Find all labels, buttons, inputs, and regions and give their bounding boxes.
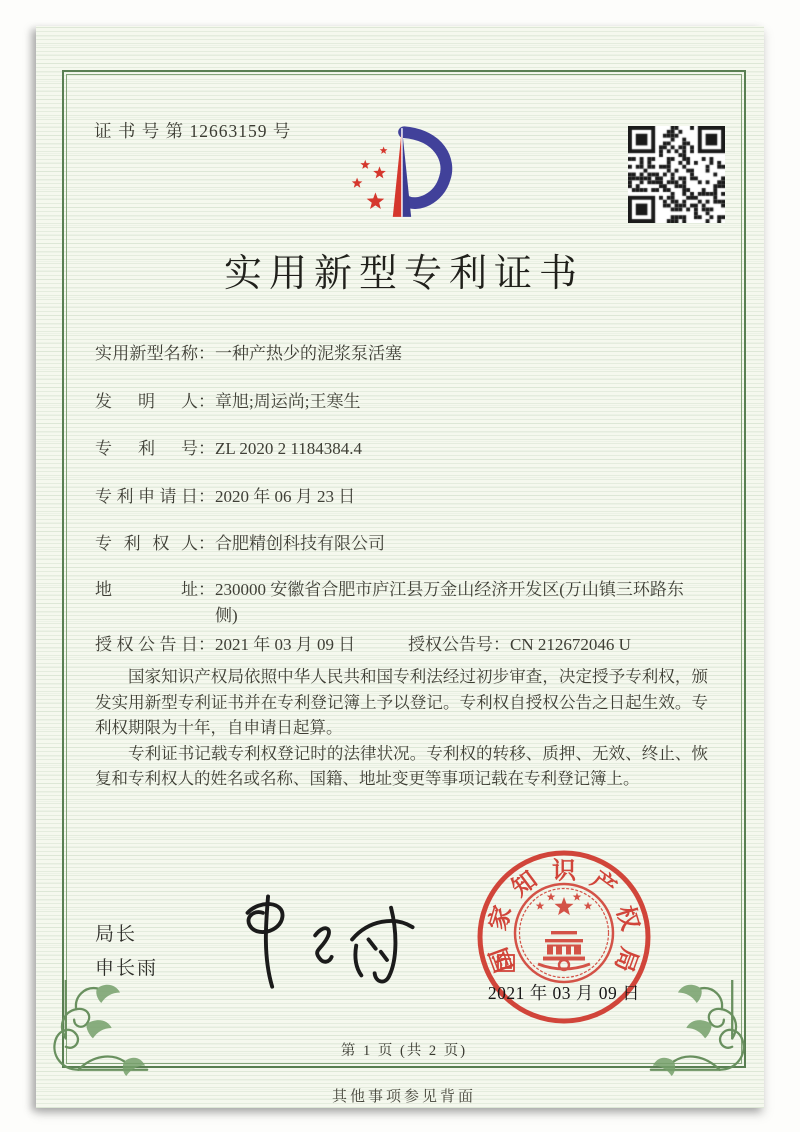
legal-paragraph: 专利证书记载专利权登记时的法律状况。专利权的转移、质押、无效、终止、恢复和专利权人的姓名或名称、国籍、地址变更等事项记载在专利登记簿上。 [95,743,708,788]
field-value: 一种产热少的泥浆泵活塞 [215,344,402,363]
field-value: 章旭;周运尚;王寒生 [215,392,361,411]
svg-text:识: 识 [552,857,576,885]
svg-text:家: 家 [484,902,518,934]
page-number: 第 1 页 (共 2 页) [340,1043,468,1059]
qr-code-icon [628,126,725,223]
svg-text:产: 产 [585,866,622,903]
field-row-patent-number: 专利号 ： ZL 2020 2 1184384.4 [95,436,707,462]
seal-date: 2021 年 03 月 09 日 [487,983,641,1003]
svg-text:权: 权 [610,902,644,934]
field-label: 专利申请日 [95,487,198,506]
field-row-utility-model-name: 实用新型名称 ： 一种产热少的泥浆泵活塞 [95,341,707,367]
field-row-patentee: 专利权人 ： 合肥精创科技有限公司 [95,531,707,557]
field-row-grant: 授权公告日 ： 2021 年 03 月 09 日 授权公告号 ： CN 212672046 U [95,632,707,658]
svg-text:国: 国 [485,943,519,976]
certificate-number: 证 书 号 第 12663159 号 [94,121,292,141]
field-row-address: 地址 ： 230000 安徽省合肥市庐江县万金山经济开发区(万山镇三环路东侧) [95,577,707,629]
field-value: 230000 安徽省合肥市庐江县万金山经济开发区(万山镇三环路东侧) [215,580,684,625]
field-label: 授权公告日 [95,635,198,654]
legal-paragraph: 国家知识产权局依照中华人民共和国专利法经过初步审查，决定授予专利权，颁发实用新型专利证书并在专利登记簿上予以登记。专利权自授权公告之日起生效。专利权期限为十年，自申请日起算。 [95,667,708,737]
field-row-inventors: 发明人 ： 章旭;周运尚;王寒生 [95,389,707,415]
field-grant-number: 授权公告号 ： CN 212672046 U [408,632,631,658]
field-label: 地址 [95,580,198,599]
field-value: 合肥精创科技有限公司 [215,534,385,553]
field-value: 2020 年 06 月 23 日 [215,487,356,506]
signer-block [95,918,158,986]
corner-flourish-icon [40,980,150,1076]
field-value: 2021 年 03 月 09 日 [215,635,356,654]
field-label: 专利号 [95,439,198,458]
corner-flourish-icon [648,980,758,1076]
back-side-note: 其他事项参见背面 [331,1089,476,1105]
field-label: 专利权人 [95,534,198,553]
svg-text:知: 知 [506,866,543,903]
legal-text [95,664,708,792]
field-row-filing-date: 专利申请日 ： 2020 年 06 月 23 日 [95,484,707,510]
field-label: 实用新型名称 [95,344,198,363]
certificate-title: 实用新型专利证书 [223,253,584,295]
signature-handwriting-icon [225,886,430,994]
field-value: ZL 2020 2 1184384.4 [215,439,363,458]
cnipa-logo-icon [342,122,466,224]
field-value: CN 212672046 U [510,635,631,654]
field-label: 授权公告号 [408,635,493,654]
signer-role: 局长 [95,924,138,945]
signer-name: 申长雨 [95,958,159,979]
national-emblem-icon [515,884,613,982]
svg-text:局: 局 [609,943,643,976]
field-label: 发明人 [95,392,198,411]
